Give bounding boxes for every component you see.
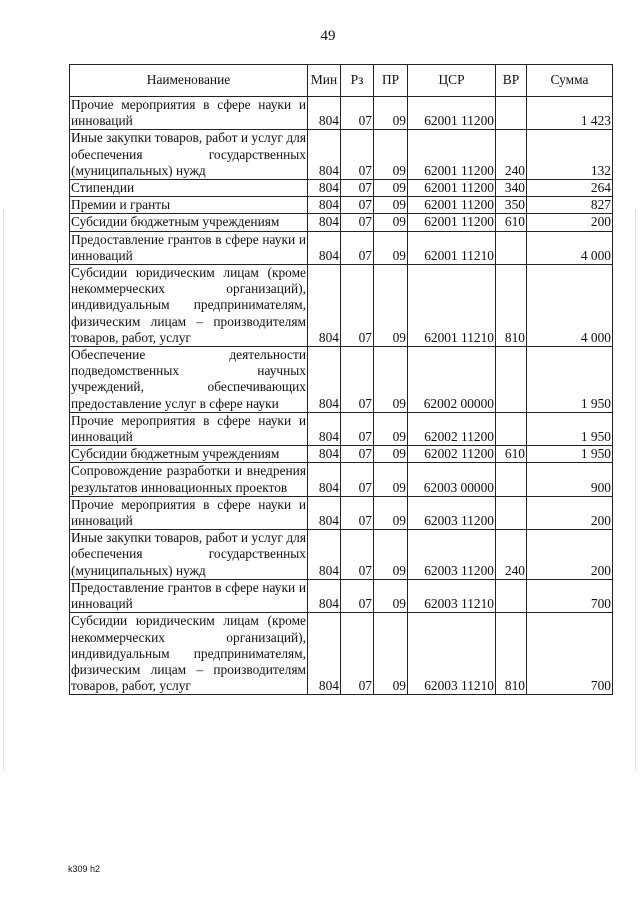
table-body [70, 97, 613, 695]
row-min-cell: 804 [308, 197, 341, 214]
row-name-cell: Премии и гранты [70, 197, 308, 214]
table-row [70, 231, 613, 264]
row-sum-cell: 264 [527, 180, 613, 197]
row-rz-cell: 07 [341, 412, 374, 445]
row-rz-cell: 07 [341, 496, 374, 529]
row-csr-cell: 62001 11210 [408, 231, 496, 264]
row-name-cell: Субсидии бюджетным учреждениям [70, 214, 308, 231]
row-name-cell: Предоставление грантов в сфере науки и инноваций [71, 579, 306, 612]
row-min-cell: 804 [308, 579, 341, 612]
row-min-cell: 804 [308, 180, 341, 197]
row-name-cell: Иные закупки товаров, работ и услуг для обеспечения государственных (муниципальных) нужд [71, 130, 306, 178]
row-sum-cell: 1 950 [527, 412, 613, 445]
table-row [70, 197, 613, 214]
row-sum-cell: 4 000 [527, 265, 613, 347]
row-vr-cell: 350 [496, 197, 527, 214]
row-vr-cell: 240 [496, 130, 527, 180]
header-vr: ВР [496, 65, 527, 97]
row-min-cell: 804 [308, 496, 341, 529]
row-vr-cell [496, 463, 527, 496]
row-vr-cell: 810 [496, 613, 527, 695]
row-name-cell: Прочие мероприятия в сфере науки и инноваций [71, 496, 306, 529]
row-vr-cell [496, 231, 527, 264]
table-row [70, 180, 613, 197]
row-rz-cell: 07 [341, 231, 374, 264]
row-pr-cell: 09 [374, 197, 408, 214]
row-name-cell: Субсидии юридическим лицам (кроме некоммерческих организаций), индивидуальным предпринимателям, физическим лицам – производителям товаров, работ, услуг [71, 613, 306, 694]
table-row [70, 496, 613, 529]
row-pr-cell: 09 [374, 97, 408, 130]
row-min-cell: 804 [308, 265, 341, 347]
row-pr-cell: 09 [374, 412, 408, 445]
row-pr-cell: 09 [374, 265, 408, 347]
row-pr-cell: 09 [374, 231, 408, 264]
row-min-cell: 804 [308, 613, 341, 695]
row-name-cell: Стипендии [70, 180, 308, 197]
header-csr: ЦСР [408, 65, 496, 97]
row-min-cell: 804 [308, 412, 341, 445]
row-rz-cell: 07 [341, 265, 374, 347]
table-row [70, 530, 613, 580]
row-name-cell: Субсидии бюджетным учреждениям [70, 446, 308, 463]
row-min-cell: 804 [308, 231, 341, 264]
row-csr-cell: 62001 11200 [408, 197, 496, 214]
row-sum-cell: 700 [527, 579, 613, 612]
row-name-cell: Предоставление грантов в сфере науки и инноваций [71, 231, 306, 263]
row-sum-cell: 827 [527, 197, 613, 214]
row-name-cell: Иные закупки товаров, работ и услуг для обеспечения государственных (муниципальных) нужд [71, 530, 306, 578]
row-name-cell: Прочие мероприятия в сфере науки и инноваций [71, 97, 306, 129]
table-row [70, 463, 613, 496]
row-pr-cell: 09 [374, 496, 408, 529]
row-pr-cell: 09 [374, 530, 408, 580]
row-pr-cell: 09 [374, 579, 408, 612]
table-row [70, 265, 613, 347]
row-min-cell: 804 [308, 214, 341, 231]
row-vr-cell [496, 579, 527, 612]
row-min-cell: 804 [308, 446, 341, 463]
row-rz-cell: 07 [341, 613, 374, 695]
row-rz-cell: 07 [341, 446, 374, 463]
header-min: Мин [308, 65, 341, 97]
row-sum-cell: 1 423 [527, 97, 613, 130]
row-csr-cell: 62001 11200 [408, 214, 496, 231]
header-pr: ПР [374, 65, 408, 97]
row-csr-cell: 62001 11200 [408, 130, 496, 180]
row-rz-cell: 07 [341, 347, 374, 413]
row-sum-cell: 132 [527, 130, 613, 180]
row-sum-cell: 200 [527, 496, 613, 529]
row-sum-cell: 4 000 [527, 231, 613, 264]
header-name: Наименование [70, 65, 308, 97]
header-rz: Рз [341, 65, 374, 97]
row-rz-cell: 07 [341, 180, 374, 197]
row-pr-cell: 09 [374, 463, 408, 496]
row-sum-cell: 700 [527, 613, 613, 695]
row-csr-cell: 62003 11210 [408, 613, 496, 695]
row-vr-cell: 340 [496, 180, 527, 197]
row-pr-cell: 09 [374, 446, 408, 463]
table-row [70, 214, 613, 231]
row-rz-cell: 07 [341, 579, 374, 612]
row-rz-cell: 07 [341, 130, 374, 180]
row-rz-cell: 07 [341, 530, 374, 580]
table-row [70, 613, 613, 695]
row-pr-cell: 09 [374, 214, 408, 231]
row-pr-cell: 09 [374, 613, 408, 695]
row-vr-cell [496, 97, 527, 130]
budget-allocation-table [69, 64, 613, 695]
row-csr-cell: 62001 11210 [408, 265, 496, 347]
row-min-cell: 804 [308, 97, 341, 130]
row-sum-cell: 200 [527, 214, 613, 231]
row-csr-cell: 62003 11200 [408, 530, 496, 580]
footer-document-code: k309 h2 [68, 864, 101, 874]
left-margin-dotted-line [3, 210, 5, 770]
row-min-cell: 804 [308, 130, 341, 180]
table-row [70, 347, 613, 413]
right-margin-dotted-line [635, 210, 637, 770]
table-row [70, 412, 613, 445]
row-sum-cell: 1 950 [527, 347, 613, 413]
row-pr-cell: 09 [374, 347, 408, 413]
row-name-cell: Обеспечение деятельности подведомственных научных учреждений, обеспечивающих предоставление услуг в сфере науки [71, 347, 306, 411]
row-csr-cell: 62003 00000 [408, 463, 496, 496]
row-csr-cell: 62001 11200 [408, 97, 496, 130]
row-vr-cell [496, 496, 527, 529]
row-vr-cell: 240 [496, 530, 527, 580]
row-pr-cell: 09 [374, 180, 408, 197]
row-name-cell: Сопровождение разработки и внедрения результатов инновационных проектов [71, 463, 306, 495]
row-csr-cell: 62003 11210 [408, 579, 496, 612]
row-rz-cell: 07 [341, 463, 374, 496]
row-min-cell: 804 [308, 530, 341, 580]
row-min-cell: 804 [308, 347, 341, 413]
row-name-cell: Прочие мероприятия в сфере науки и инноваций [71, 412, 306, 445]
table-row [70, 130, 613, 180]
row-min-cell: 804 [308, 463, 341, 496]
page-number: 49 [320, 28, 336, 44]
row-csr-cell: 62002 11200 [408, 446, 496, 463]
row-sum-cell: 900 [527, 463, 613, 496]
row-rz-cell: 07 [341, 97, 374, 130]
table-row [70, 446, 613, 463]
row-csr-cell: 62002 00000 [408, 347, 496, 413]
table-row [70, 97, 613, 130]
row-vr-cell [496, 412, 527, 445]
row-vr-cell [496, 347, 527, 413]
row-csr-cell: 62001 11200 [408, 180, 496, 197]
row-name-cell: Субсидии юридическим лицам (кроме некоммерческих организаций), индивидуальным предпринимателям, физическим лицам – производителям товаров, работ, услуг [71, 265, 306, 345]
table-header-row [70, 65, 613, 97]
row-rz-cell: 07 [341, 197, 374, 214]
row-vr-cell: 610 [496, 446, 527, 463]
row-pr-cell: 09 [374, 130, 408, 180]
row-vr-cell: 810 [496, 265, 527, 347]
row-rz-cell: 07 [341, 214, 374, 231]
row-sum-cell: 1 950 [527, 446, 613, 463]
row-vr-cell: 610 [496, 214, 527, 231]
table-row [70, 579, 613, 612]
header-sum: Сумма [527, 65, 613, 97]
row-csr-cell: 62003 11200 [408, 496, 496, 529]
row-csr-cell: 62002 11200 [408, 412, 496, 445]
row-sum-cell: 200 [527, 530, 613, 580]
